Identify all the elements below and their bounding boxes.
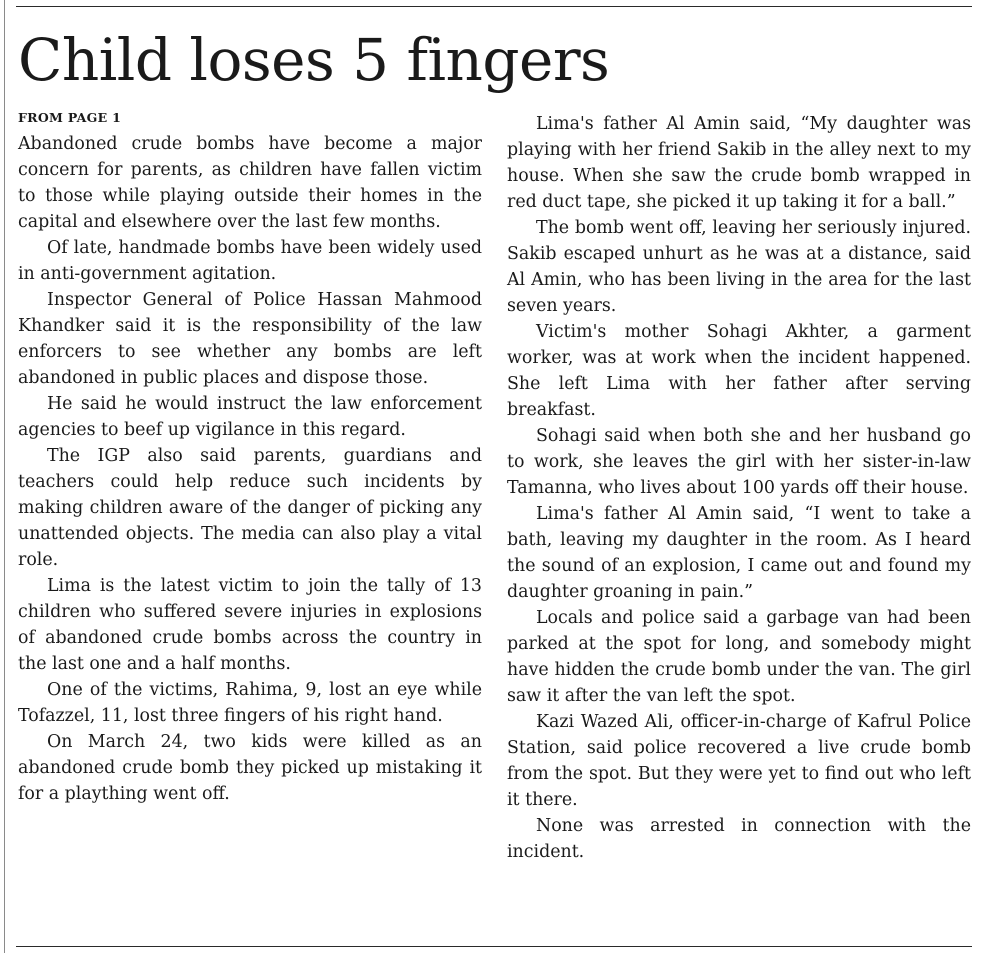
paragraph: Lima is the latest victim to join the tally of 13 children who suffered severe injuries in explosions of abandoned crude bombs across the country in the last one and a half months. bbox=[18, 576, 482, 674]
paragraph: Abandoned crude bombs have become a major concern for parents, as children have fallen victim to those while playing outside their homes in the capital and elsewhere over the last few months. bbox=[18, 134, 482, 232]
left-column bbox=[18, 131, 482, 807]
right-column bbox=[507, 111, 971, 865]
top-rule bbox=[16, 6, 972, 7]
paragraph: Sohagi said when both she and her husband go to work, she leaves the girl with her sister-in-law Tamanna, who lives about 100 yards off their house. bbox=[507, 426, 971, 498]
paragraph: None was arrested in connection with the incident. bbox=[507, 816, 971, 862]
headline: Child loses 5 fingers bbox=[18, 26, 610, 94]
paragraph: Locals and police said a garbage van had been parked at the spot for long, and somebody might have hidden the crude bomb under the van. The girl saw it after the van left the spot. bbox=[507, 608, 971, 706]
paragraph: One of the victims, Rahima, 9, lost an eye while Tofazzel, 11, lost three fingers of his right hand. bbox=[18, 680, 482, 726]
continuation-kicker: FROM PAGE 1 bbox=[18, 110, 122, 125]
paragraph: The bomb went off, leaving her seriously injured. Sakib escaped unhurt as he was at a distance, said Al Amin, who has been living in the area for the last seven years. bbox=[507, 218, 971, 316]
paragraph: Lima's father Al Amin said, “My daughter was playing with her friend Sakib in the alley next to my house. When she saw the crude bomb wrapped in red duct tape, she picked it up taking it for a ball.” bbox=[507, 114, 971, 212]
bottom-rule bbox=[16, 946, 972, 947]
paragraph: The IGP also said parents, guardians and teachers could help reduce such incidents by making children aware of the danger of picking any unattended objects. The media can also play a vital role. bbox=[18, 446, 482, 570]
paragraph: Lima's father Al Amin said, “I went to take a bath, leaving my daughter in the room. As I heard the sound of an explosion, I came out and found my daughter groaning in pain.” bbox=[507, 504, 971, 602]
paragraph: Of late, handmade bombs have been widely used in anti-government agitation. bbox=[18, 238, 482, 284]
paragraph: Inspector General of Police Hassan Mahmood Khandker said it is the responsibility of the law enforcers to see whether any bombs are left abandoned in public places and dispose those. bbox=[18, 290, 482, 388]
paragraph: Kazi Wazed Ali, officer-in-charge of Kafrul Police Station, said police recovered a live crude bomb from the spot. But they were yet to find out who left it there. bbox=[507, 712, 971, 810]
scan-edge-line bbox=[4, 0, 5, 953]
paragraph: Victim's mother Sohagi Akhter, a garment worker, was at work when the incident happened. She left Lima with her father after serving breakfast. bbox=[507, 322, 971, 420]
paragraph: On March 24, two kids were killed as an abandoned crude bomb they picked up mistaking it for a plaything went off. bbox=[18, 732, 482, 804]
paragraph: He said he would instruct the law enforcement agencies to beef up vigilance in this regard. bbox=[18, 394, 482, 440]
